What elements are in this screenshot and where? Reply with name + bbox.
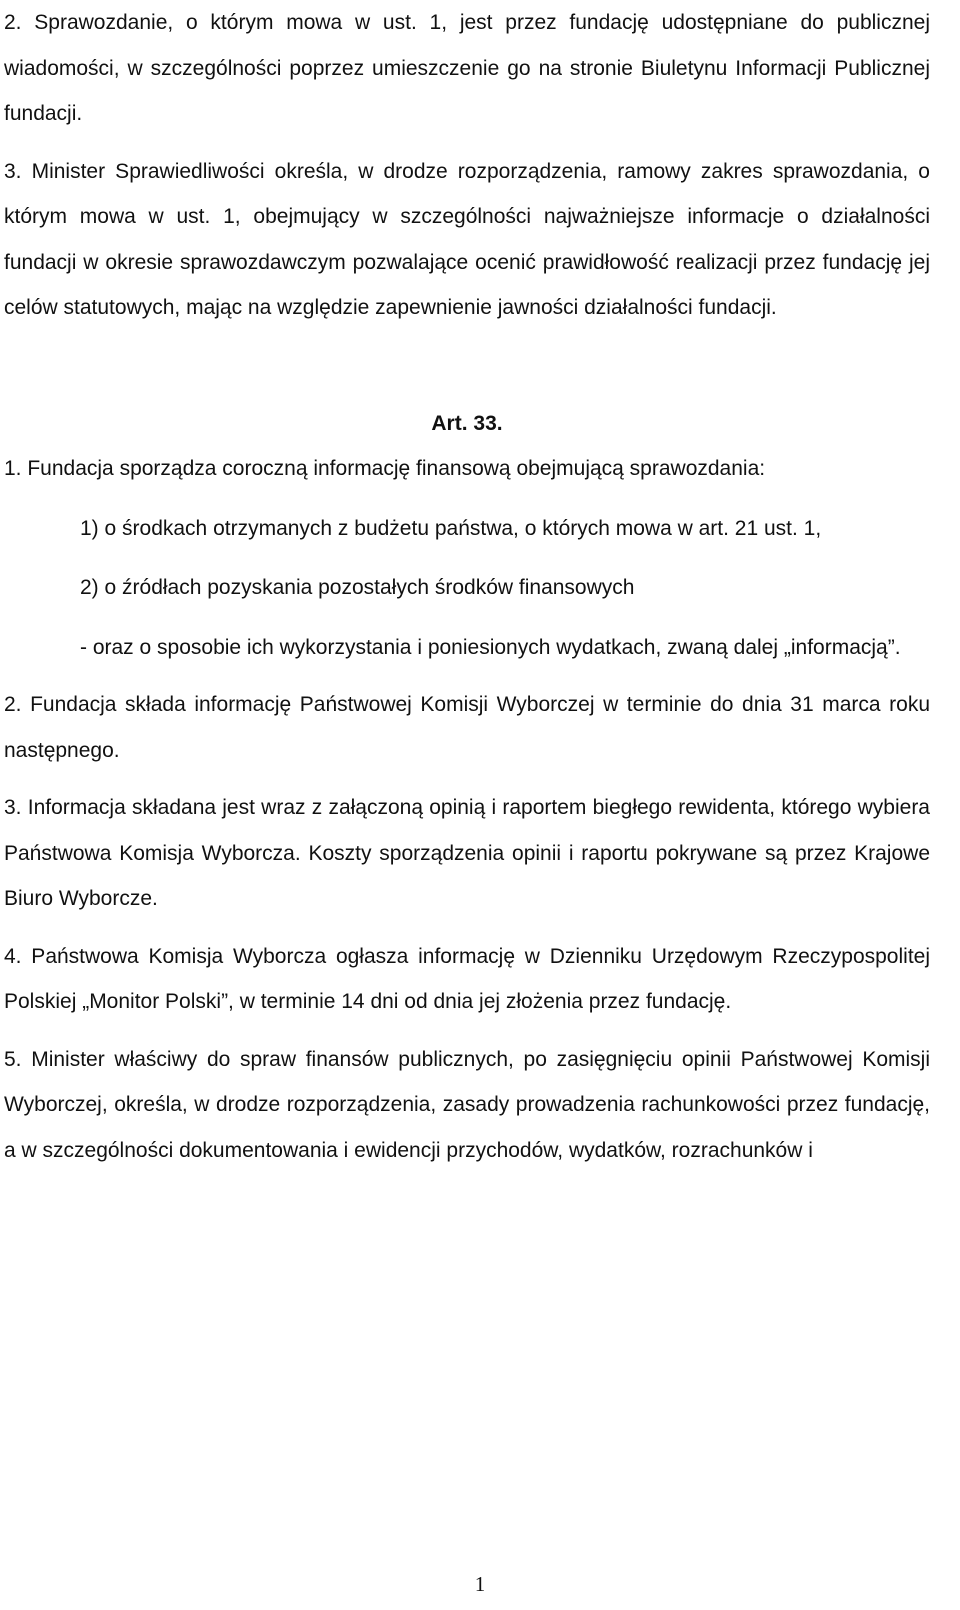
article-paragraph-4: 4. Państwowa Komisja Wyborcza ogłasza informację w Dzienniku Urzędowym Rzeczypospolitej Polskiej „Monitor Polski”, w terminie 14 dni od dnia jej złożenia przez fundację. xyxy=(4,944,930,1013)
list-item-2: 2) o źródłach pozyskania pozostałych środków finansowych xyxy=(80,576,635,599)
spacer xyxy=(4,551,930,565)
spacer xyxy=(4,670,930,682)
spacer xyxy=(4,137,930,149)
article-paragraph-5: 5. Minister właściwy do spraw finansów publicznych, po zasięgnięciu opinii Państwowej Komisji Wyborczej, określa, w drodze rozporządzenia, zasady prowadzenia rachunkowości przez fundację, a w szczególności dokumentowania i ewidencji przychodów, wydatków, rozrachunków i xyxy=(4,1047,930,1162)
document-body xyxy=(4,0,930,1173)
article-paragraph-2: 2. Fundacja składa informację Państwowej Komisji Wyborczej w terminie do dnia 31 marca roku następnego. xyxy=(4,693,930,762)
paragraph-2: 2. Sprawozdanie, o którym mowa w ust. 1, jest przez fundację udostępniane do publicznej wiadomości, w szczególności poprzez umieszczenie go na stronie Biuletynu Informacji Publicznej fundacji. xyxy=(4,11,930,125)
page-number: 1 xyxy=(474,1572,486,1596)
list-tail: - oraz o sposobie ich wykorzystania i poniesionych wydatkach, zwaną dalej „informacją”. xyxy=(80,635,901,659)
spacer xyxy=(4,1025,930,1037)
spacer xyxy=(4,773,930,785)
spacer xyxy=(4,331,930,401)
spacer xyxy=(4,611,930,625)
paragraph-3: 3. Minister Sprawiedliwości określa, w drodze rozporządzenia, ramowy zakres sprawozdania, o którym mowa w ust. 1, obejmujący w szczególności najważniejsze informacje o działalności fundacji w okresie sprawozdawczym pozwalające ocenić prawidłowość realizacji przez fundację jej celów statutowych, mając na względzie zapewnienie jawności działalności fundacji. xyxy=(4,159,930,319)
article-paragraph-3: 3. Informacja składana jest wraz z załączoną opinią i raportem biegłego rewidenta, którego wybiera Państwowa Komisja Wyborcza. Koszty sporządzenia opinii i raportu pokrywane są przez Krajowe Biuro Wyborcze. xyxy=(4,796,930,910)
article-heading: Art. 33. xyxy=(431,411,503,435)
article-paragraph-1: 1. Fundacja sporządza coroczną informację finansową obejmującą sprawozdania: xyxy=(4,457,766,480)
spacer xyxy=(4,492,930,506)
spacer xyxy=(4,922,930,934)
list-item-1: 1) o środkach otrzymanych z budżetu państwa, o których mowa w art. 21 ust. 1, xyxy=(80,516,822,540)
